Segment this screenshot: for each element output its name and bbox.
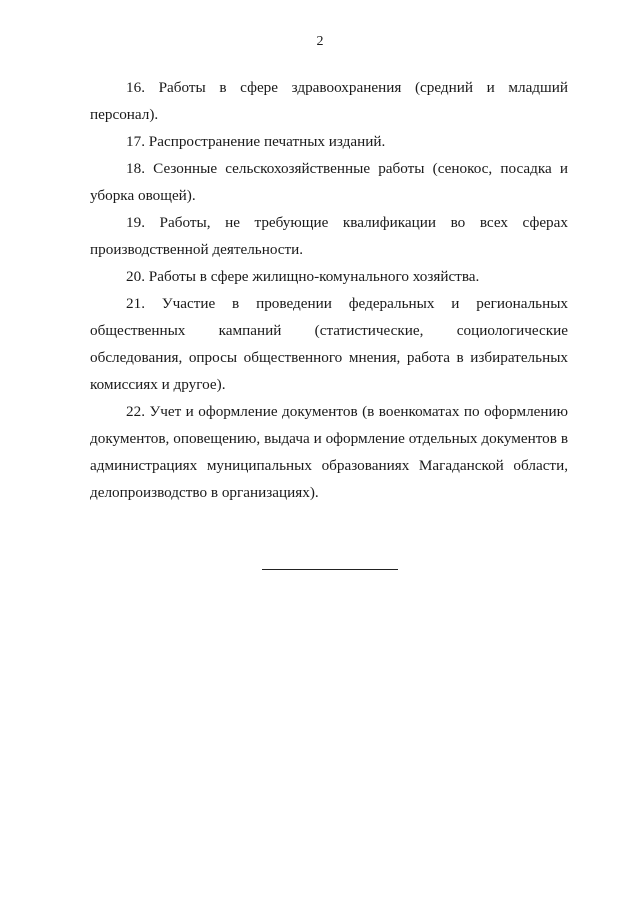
list-item-22: 22. Учет и оформление документов (в военкоматах по оформлению документов, оповещению, выдача и оформление отдельных документов в администрациях муниципальных образованиях Магаданской области, делопроизводство в организациях).: [90, 403, 568, 501]
page-number: 2: [316, 34, 324, 49]
list-item-20: 20. Работы в сфере жилищно-комунального хозяйства.: [126, 268, 480, 285]
document-body: [90, 74, 568, 506]
list-item-18: 18. Сезонные сельскохозяйственные работы (сенокос, посадка и уборка овощей).: [90, 160, 568, 204]
list-item-16: 16. Работы в сфере здравоохранения (средний и младший персонал).: [90, 79, 568, 123]
list-item-17: 17. Распространение печатных изданий.: [126, 133, 386, 150]
list-item-21: 21. Участие в проведении федеральных и региональных общественных кампаний (статистические, социологические обследования, опросы общественного мнения, работа в избирательных комиссиях и другое).: [90, 295, 568, 393]
end-divider: [262, 569, 398, 570]
list-item-19: 19. Работы, не требующие квалификации во всех сферах производственной деятельности.: [90, 214, 568, 258]
